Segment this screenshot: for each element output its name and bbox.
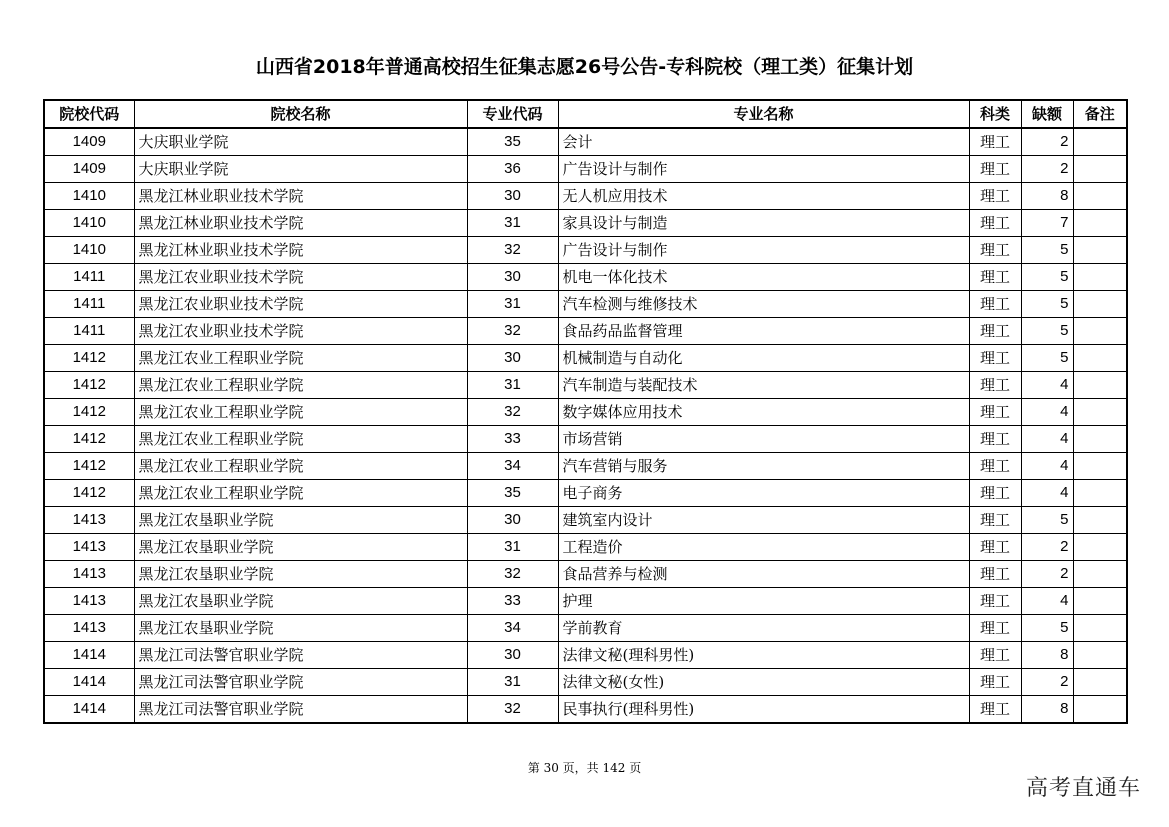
- category-cell: 理工: [969, 642, 1021, 669]
- vacancies-cell: 8: [1021, 642, 1073, 669]
- major-name-cell: 机电一体化技术: [558, 264, 969, 291]
- major-name-cell: 民事执行(理科男性): [558, 696, 969, 724]
- category-cell: 理工: [969, 291, 1021, 318]
- major-name-cell: 工程造价: [558, 534, 969, 561]
- vacancies-cell: 2: [1021, 561, 1073, 588]
- school-name-cell: 黑龙江林业职业技术学院: [134, 183, 467, 210]
- table-header-row: [44, 100, 1127, 128]
- school-name-cell: 大庆职业学院: [134, 128, 467, 156]
- vacancies-cell: 4: [1021, 426, 1073, 453]
- notes-cell: [1073, 669, 1127, 696]
- school-code-cell: 1413: [44, 534, 134, 561]
- category-cell: 理工: [969, 318, 1021, 345]
- school-name-cell: 黑龙江农业工程职业学院: [134, 399, 467, 426]
- table-row: [44, 453, 1127, 480]
- category-cell: 理工: [969, 128, 1021, 156]
- category-cell: 理工: [969, 588, 1021, 615]
- notes-cell: [1073, 264, 1127, 291]
- header-category: 科类: [969, 100, 1021, 128]
- table-row: [44, 480, 1127, 507]
- major-name-cell: 家具设计与制造: [558, 210, 969, 237]
- major-name-cell: 汽车检测与维修技术: [558, 291, 969, 318]
- category-cell: 理工: [969, 210, 1021, 237]
- school-code-cell: 1412: [44, 480, 134, 507]
- school-name-cell: 大庆职业学院: [134, 156, 467, 183]
- vacancies-cell: 2: [1021, 669, 1073, 696]
- notes-cell: [1073, 156, 1127, 183]
- vacancies-cell: 4: [1021, 399, 1073, 426]
- major-name-cell: 数字媒体应用技术: [558, 399, 969, 426]
- notes-cell: [1073, 345, 1127, 372]
- school-code-cell: 1414: [44, 669, 134, 696]
- table-row: [44, 696, 1127, 724]
- school-name-cell: 黑龙江农业职业技术学院: [134, 291, 467, 318]
- document-title: 山西省2018年普通高校招生征集志愿26号公告-专科院校（理工类）征集计划: [255, 56, 914, 78]
- major-code-cell: 31: [467, 669, 558, 696]
- category-cell: 理工: [969, 372, 1021, 399]
- major-code-cell: 31: [467, 372, 558, 399]
- notes-cell: [1073, 534, 1127, 561]
- enrollment-plan-table: [43, 99, 1128, 724]
- category-cell: 理工: [969, 345, 1021, 372]
- category-cell: 理工: [969, 399, 1021, 426]
- vacancies-cell: 4: [1021, 453, 1073, 480]
- table-row: [44, 399, 1127, 426]
- category-cell: 理工: [969, 615, 1021, 642]
- major-name-cell: 食品营养与检测: [558, 561, 969, 588]
- notes-cell: [1073, 507, 1127, 534]
- school-name-cell: 黑龙江农业工程职业学院: [134, 345, 467, 372]
- header-major-code: 专业代码: [467, 100, 558, 128]
- school-code-cell: 1412: [44, 426, 134, 453]
- school-name-cell: 黑龙江农垦职业学院: [134, 507, 467, 534]
- watermark-text: 高考直通车: [1025, 776, 1141, 801]
- school-name-cell: 黑龙江农垦职业学院: [134, 534, 467, 561]
- major-name-cell: 建筑室内设计: [558, 507, 969, 534]
- school-code-cell: 1411: [44, 264, 134, 291]
- major-code-cell: 34: [467, 615, 558, 642]
- vacancies-cell: 4: [1021, 588, 1073, 615]
- school-code-cell: 1410: [44, 237, 134, 264]
- vacancies-cell: 2: [1021, 156, 1073, 183]
- major-code-cell: 31: [467, 534, 558, 561]
- notes-cell: [1073, 291, 1127, 318]
- table-row: [44, 426, 1127, 453]
- table-row: [44, 183, 1127, 210]
- school-code-cell: 1413: [44, 507, 134, 534]
- school-code-cell: 1409: [44, 128, 134, 156]
- major-code-cell: 32: [467, 561, 558, 588]
- school-code-cell: 1413: [44, 588, 134, 615]
- major-code-cell: 30: [467, 183, 558, 210]
- table-row: [44, 264, 1127, 291]
- major-code-cell: 35: [467, 128, 558, 156]
- table-row: [44, 588, 1127, 615]
- notes-cell: [1073, 237, 1127, 264]
- school-name-cell: 黑龙江农业工程职业学院: [134, 453, 467, 480]
- notes-cell: [1073, 615, 1127, 642]
- school-code-cell: 1413: [44, 561, 134, 588]
- major-name-cell: 机械制造与自动化: [558, 345, 969, 372]
- major-name-cell: 汽车营销与服务: [558, 453, 969, 480]
- vacancies-cell: 7: [1021, 210, 1073, 237]
- major-code-cell: 30: [467, 345, 558, 372]
- vacancies-cell: 5: [1021, 615, 1073, 642]
- vacancies-cell: 5: [1021, 507, 1073, 534]
- vacancies-cell: 4: [1021, 480, 1073, 507]
- major-code-cell: 36: [467, 156, 558, 183]
- table-row: [44, 615, 1127, 642]
- school-code-cell: 1413: [44, 615, 134, 642]
- major-name-cell: 食品药品监督管理: [558, 318, 969, 345]
- school-name-cell: 黑龙江农业职业技术学院: [134, 264, 467, 291]
- notes-cell: [1073, 588, 1127, 615]
- school-name-cell: 黑龙江司法警官职业学院: [134, 669, 467, 696]
- school-code-cell: 1409: [44, 156, 134, 183]
- notes-cell: [1073, 210, 1127, 237]
- major-name-cell: 护理: [558, 588, 969, 615]
- school-name-cell: 黑龙江农垦职业学院: [134, 561, 467, 588]
- table-row: [44, 291, 1127, 318]
- category-cell: 理工: [969, 561, 1021, 588]
- school-name-cell: 黑龙江林业职业技术学院: [134, 210, 467, 237]
- major-name-cell: 广告设计与制作: [558, 237, 969, 264]
- major-name-cell: 会计: [558, 128, 969, 156]
- school-name-cell: 黑龙江司法警官职业学院: [134, 696, 467, 724]
- major-code-cell: 33: [467, 426, 558, 453]
- category-cell: 理工: [969, 696, 1021, 724]
- school-name-cell: 黑龙江农业工程职业学院: [134, 480, 467, 507]
- notes-cell: [1073, 561, 1127, 588]
- school-name-cell: 黑龙江林业职业技术学院: [134, 237, 467, 264]
- category-cell: 理工: [969, 237, 1021, 264]
- major-code-cell: 32: [467, 318, 558, 345]
- table-row: [44, 642, 1127, 669]
- header-notes: 备注: [1073, 100, 1127, 128]
- category-cell: 理工: [969, 264, 1021, 291]
- notes-cell: [1073, 399, 1127, 426]
- major-code-cell: 34: [467, 453, 558, 480]
- school-code-cell: 1414: [44, 696, 134, 724]
- major-code-cell: 35: [467, 480, 558, 507]
- notes-cell: [1073, 318, 1127, 345]
- major-code-cell: 31: [467, 210, 558, 237]
- page-footer: 第 30 页，共 142 页: [527, 761, 642, 775]
- table-row: [44, 237, 1127, 264]
- vacancies-cell: 8: [1021, 183, 1073, 210]
- header-major-name: 专业名称: [558, 100, 969, 128]
- header-vacancies: 缺额: [1021, 100, 1073, 128]
- notes-cell: [1073, 642, 1127, 669]
- school-name-cell: 黑龙江农业工程职业学院: [134, 426, 467, 453]
- table-row: [44, 561, 1127, 588]
- table-row: [44, 669, 1127, 696]
- school-code-cell: 1411: [44, 291, 134, 318]
- major-name-cell: 市场营销: [558, 426, 969, 453]
- category-cell: 理工: [969, 183, 1021, 210]
- vacancies-cell: 2: [1021, 128, 1073, 156]
- major-name-cell: 法律文秘(理科男性): [558, 642, 969, 669]
- major-code-cell: 30: [467, 507, 558, 534]
- major-name-cell: 法律文秘(女性): [558, 669, 969, 696]
- category-cell: 理工: [969, 480, 1021, 507]
- school-name-cell: 黑龙江农业职业技术学院: [134, 318, 467, 345]
- school-code-cell: 1412: [44, 453, 134, 480]
- major-code-cell: 30: [467, 642, 558, 669]
- table-row: [44, 210, 1127, 237]
- category-cell: 理工: [969, 507, 1021, 534]
- school-name-cell: 黑龙江农垦职业学院: [134, 588, 467, 615]
- table-row: [44, 534, 1127, 561]
- major-code-cell: 32: [467, 237, 558, 264]
- table-row: [44, 318, 1127, 345]
- vacancies-cell: 5: [1021, 318, 1073, 345]
- table-row: [44, 345, 1127, 372]
- school-name-cell: 黑龙江农业工程职业学院: [134, 372, 467, 399]
- school-code-cell: 1412: [44, 399, 134, 426]
- major-name-cell: 汽车制造与装配技术: [558, 372, 969, 399]
- category-cell: 理工: [969, 453, 1021, 480]
- header-school-code: 院校代码: [44, 100, 134, 128]
- category-cell: 理工: [969, 426, 1021, 453]
- category-cell: 理工: [969, 534, 1021, 561]
- table-row: [44, 372, 1127, 399]
- vacancies-cell: 4: [1021, 372, 1073, 399]
- vacancies-cell: 8: [1021, 696, 1073, 724]
- header-school-name: 院校名称: [134, 100, 467, 128]
- major-code-cell: 30: [467, 264, 558, 291]
- category-cell: 理工: [969, 156, 1021, 183]
- table-row: [44, 156, 1127, 183]
- major-code-cell: 32: [467, 696, 558, 724]
- school-code-cell: 1414: [44, 642, 134, 669]
- major-name-cell: 无人机应用技术: [558, 183, 969, 210]
- school-code-cell: 1410: [44, 183, 134, 210]
- notes-cell: [1073, 128, 1127, 156]
- school-code-cell: 1412: [44, 372, 134, 399]
- notes-cell: [1073, 372, 1127, 399]
- vacancies-cell: 2: [1021, 534, 1073, 561]
- school-name-cell: 黑龙江司法警官职业学院: [134, 642, 467, 669]
- major-name-cell: 学前教育: [558, 615, 969, 642]
- major-name-cell: 电子商务: [558, 480, 969, 507]
- vacancies-cell: 5: [1021, 237, 1073, 264]
- school-name-cell: 黑龙江农垦职业学院: [134, 615, 467, 642]
- notes-cell: [1073, 183, 1127, 210]
- notes-cell: [1073, 480, 1127, 507]
- notes-cell: [1073, 696, 1127, 724]
- major-code-cell: 33: [467, 588, 558, 615]
- notes-cell: [1073, 453, 1127, 480]
- major-code-cell: 32: [467, 399, 558, 426]
- school-code-cell: 1412: [44, 345, 134, 372]
- major-code-cell: 31: [467, 291, 558, 318]
- vacancies-cell: 5: [1021, 345, 1073, 372]
- table-row: [44, 507, 1127, 534]
- vacancies-cell: 5: [1021, 291, 1073, 318]
- category-cell: 理工: [969, 669, 1021, 696]
- vacancies-cell: 5: [1021, 264, 1073, 291]
- school-code-cell: 1410: [44, 210, 134, 237]
- notes-cell: [1073, 426, 1127, 453]
- school-code-cell: 1411: [44, 318, 134, 345]
- table-row: [44, 128, 1127, 156]
- major-name-cell: 广告设计与制作: [558, 156, 969, 183]
